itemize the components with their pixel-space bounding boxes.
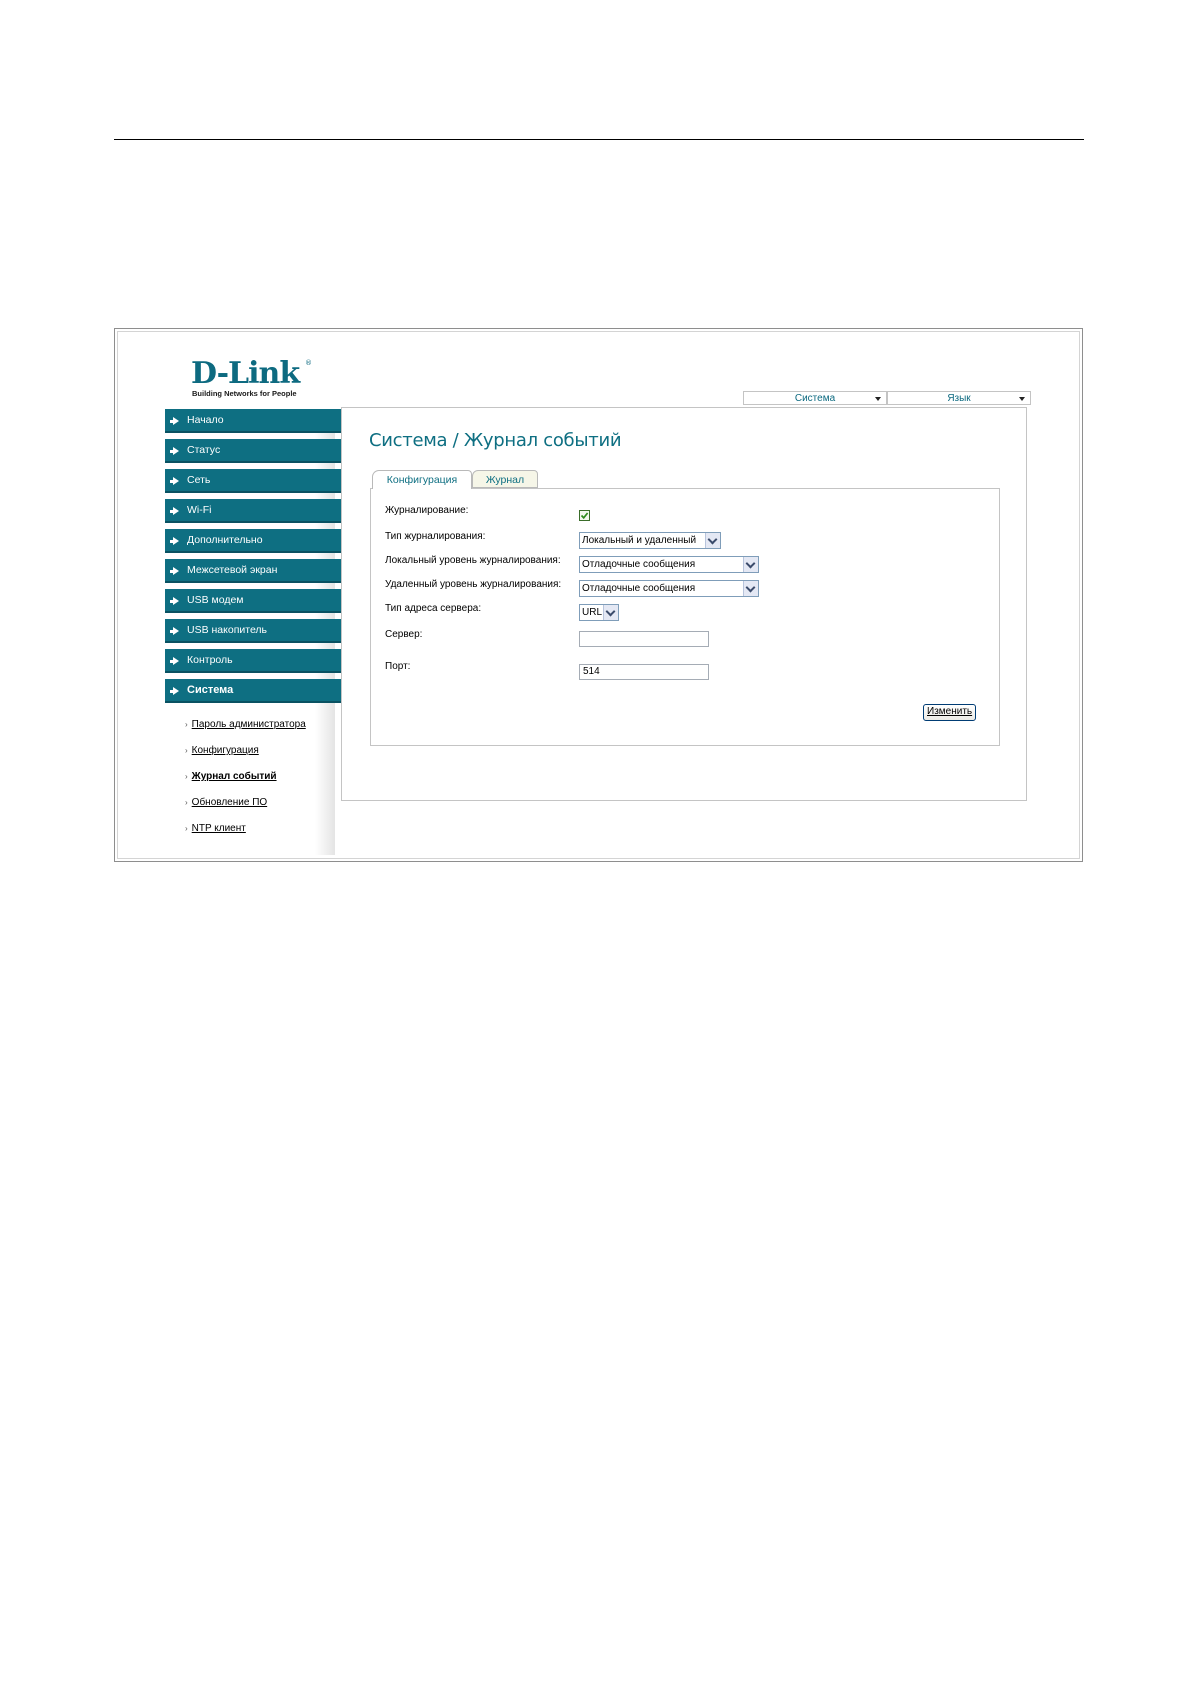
sidebar-item-home[interactable] bbox=[165, 409, 341, 433]
sidebar-item-label: Контроль bbox=[187, 654, 233, 666]
language-menu[interactable] bbox=[887, 391, 1031, 405]
local-level-value: Отладочные сообщения bbox=[582, 559, 696, 570]
submenu-item-ntp-client[interactable] bbox=[185, 823, 246, 834]
port-label: Порт: bbox=[385, 661, 411, 672]
local-level-label: Локальный уровень журналирования: bbox=[385, 555, 561, 566]
arrow-right-icon bbox=[173, 687, 179, 695]
sidebar-item-firewall[interactable] bbox=[165, 559, 341, 583]
logo-tagline: Building Networks for People bbox=[192, 389, 297, 398]
submenu-link[interactable]: Конфигурация bbox=[191, 745, 259, 756]
sidebar-item-label: Дополнительно bbox=[187, 534, 263, 546]
port-input[interactable]: 514 bbox=[579, 664, 709, 680]
sidebar-item-status[interactable] bbox=[165, 439, 341, 463]
chevron-down-icon[interactable] bbox=[705, 533, 720, 548]
server-addr-type-select[interactable] bbox=[579, 604, 619, 621]
local-level-select[interactable] bbox=[579, 556, 759, 573]
submenu-link[interactable]: Журнал событий bbox=[191, 771, 277, 782]
bullet-icon: › bbox=[185, 720, 188, 729]
remote-level-select[interactable] bbox=[579, 580, 759, 597]
tab-configuration[interactable]: Конфигурация bbox=[372, 470, 472, 489]
system-menu[interactable] bbox=[743, 391, 887, 405]
server-addr-type-value: URL bbox=[582, 607, 603, 618]
arrow-right-icon bbox=[173, 567, 179, 575]
remote-level-label: Удаленный уровень журналирования: bbox=[385, 579, 562, 590]
server-input[interactable] bbox=[579, 631, 709, 647]
sidebar-item-label: Межсетевой экран bbox=[187, 564, 278, 576]
submenu-link[interactable]: NTP клиент bbox=[191, 823, 246, 834]
submenu-link[interactable]: Обновление ПО bbox=[191, 797, 268, 808]
submenu-item-configuration[interactable] bbox=[185, 745, 259, 756]
bullet-icon: › bbox=[185, 798, 188, 807]
sidebar-item-advanced[interactable] bbox=[165, 529, 341, 553]
dropdown-arrow-icon bbox=[1019, 397, 1025, 401]
logging-label: Журналирование: bbox=[385, 505, 469, 516]
logging-checkbox[interactable] bbox=[579, 510, 590, 521]
sidebar-item-wifi[interactable] bbox=[165, 499, 341, 523]
apply-button-label: Изменить bbox=[927, 706, 973, 717]
arrow-right-icon bbox=[173, 627, 179, 635]
apply-button[interactable] bbox=[923, 704, 976, 721]
arrow-right-icon bbox=[173, 597, 179, 605]
sidebar bbox=[165, 409, 341, 855]
chevron-down-icon[interactable] bbox=[603, 605, 618, 620]
server-label: Сервер: bbox=[385, 629, 423, 640]
bullet-icon: › bbox=[185, 772, 188, 781]
sidebar-item-label: Начало bbox=[187, 414, 224, 426]
server-addr-type-label: Тип адреса сервера: bbox=[385, 603, 482, 614]
browser-screenshot-frame bbox=[114, 328, 1083, 862]
remote-level-value: Отладочные сообщения bbox=[582, 583, 696, 594]
chevron-down-icon[interactable] bbox=[743, 581, 758, 596]
sidebar-item-system[interactable] bbox=[165, 679, 341, 703]
logo-wordmark: D-Link bbox=[191, 356, 300, 391]
sidebar-item-label: USB модем bbox=[187, 594, 244, 606]
sidebar-item-label: Статус bbox=[187, 444, 221, 456]
sidebar-item-label: Система bbox=[187, 684, 234, 696]
sidebar-item-control[interactable] bbox=[165, 649, 341, 673]
arrow-right-icon bbox=[173, 417, 179, 425]
submenu-link[interactable]: Пароль администратора bbox=[191, 719, 306, 730]
tab-log[interactable]: Журнал bbox=[472, 470, 538, 488]
submenu-item-firmware-update[interactable] bbox=[185, 797, 267, 808]
dropdown-arrow-icon bbox=[875, 397, 881, 401]
registered-mark-icon: ® bbox=[305, 359, 312, 367]
checkmark-icon bbox=[580, 511, 589, 520]
sidebar-item-label: USB накопитель bbox=[187, 624, 268, 636]
chevron-down-icon[interactable] bbox=[743, 557, 758, 572]
arrow-right-icon bbox=[173, 537, 179, 545]
logging-type-value: Локальный и удаленный bbox=[582, 535, 697, 546]
sidebar-item-label: Сеть bbox=[187, 474, 211, 486]
config-panel bbox=[370, 488, 1000, 746]
arrow-right-icon bbox=[173, 447, 179, 455]
sidebar-item-network[interactable] bbox=[165, 469, 341, 493]
page-title: Система / Журнал событий bbox=[369, 430, 622, 451]
arrow-right-icon bbox=[173, 507, 179, 515]
arrow-right-icon bbox=[173, 657, 179, 665]
logging-type-select[interactable] bbox=[579, 532, 721, 549]
language-menu-label: Язык bbox=[947, 393, 971, 404]
system-menu-label: Система bbox=[794, 393, 836, 404]
sidebar-item-usb-storage[interactable] bbox=[165, 619, 341, 643]
main-content bbox=[341, 407, 1027, 801]
submenu-item-admin-password[interactable] bbox=[185, 719, 306, 730]
page-top-rule bbox=[114, 139, 1084, 140]
sidebar-item-label: Wi-Fi bbox=[187, 504, 212, 516]
bullet-icon: › bbox=[185, 824, 188, 833]
logging-type-label: Тип журналирования: bbox=[385, 531, 486, 542]
submenu-item-event-log[interactable] bbox=[185, 771, 277, 782]
arrow-right-icon bbox=[173, 477, 179, 485]
bullet-icon: › bbox=[185, 746, 188, 755]
sidebar-item-usb-modem[interactable] bbox=[165, 589, 341, 613]
dlink-logo bbox=[191, 356, 312, 398]
